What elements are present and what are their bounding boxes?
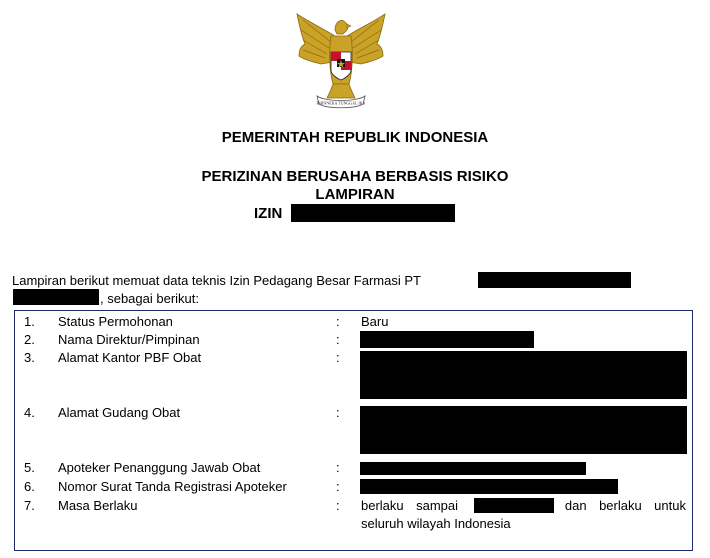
status-value: Baru	[361, 314, 389, 329]
intro-line-2: , sebagai berikut:	[100, 291, 200, 306]
expiry-date-redaction	[474, 498, 554, 513]
pharmacist-name-redaction	[360, 462, 586, 475]
registration-number-redaction	[360, 479, 618, 494]
garuda-emblem	[291, 10, 391, 110]
intro-line-1: Lampiran berikut memuat data teknis Izin Pedagang Besar Farmasi PT	[12, 273, 421, 288]
director-name-redaction	[360, 331, 534, 348]
company-name-redaction	[478, 272, 631, 288]
permit-number-redaction	[291, 204, 455, 222]
permit-prefix: IZIN	[254, 205, 283, 222]
attachment-title: LAMPIRAN	[315, 186, 395, 203]
svg-text:BHINNEKA TUNGGAL IKA: BHINNEKA TUNGGAL IKA	[316, 100, 366, 106]
licensing-title: PERIZINAN BERUSAHA BERBASIS RISIKO	[201, 168, 509, 185]
government-title: PEMERINTAH REPUBLIK INDONESIA	[221, 129, 489, 146]
validity-text: berlaku sampai dan berlaku untuk seluruh wilayah Indonesia	[361, 498, 686, 531]
office-address-redaction	[360, 351, 687, 399]
warehouse-address-redaction	[360, 406, 687, 454]
